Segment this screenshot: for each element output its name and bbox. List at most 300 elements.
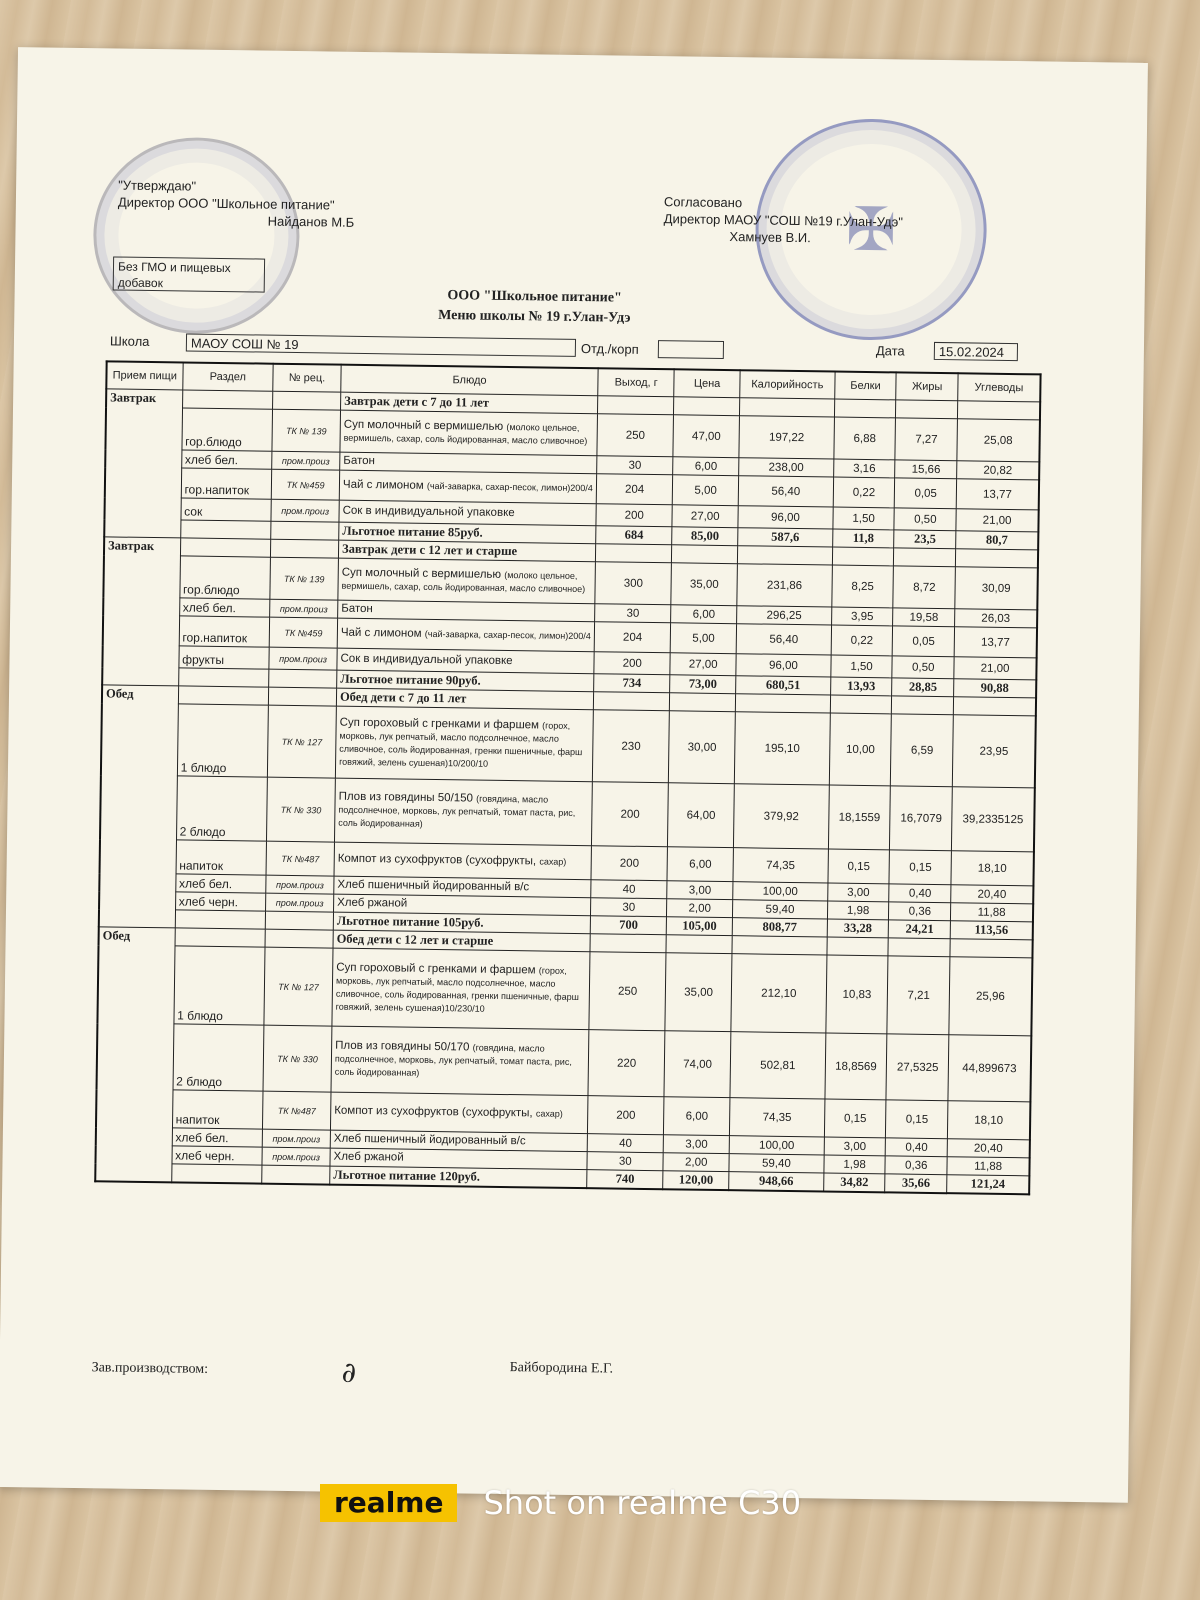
total-prot: 34,82 xyxy=(823,1173,885,1192)
empty-cell xyxy=(670,693,736,712)
value-carb: 25,96 xyxy=(949,957,1032,1036)
value-price: 6,00 xyxy=(664,1097,730,1136)
value-fat: 19,58 xyxy=(893,608,955,627)
dish-cell xyxy=(337,618,595,652)
value-kcal: 74,35 xyxy=(730,1098,825,1137)
dish-name: Компот из сухофруктов (сухофрукты, xyxy=(334,1104,533,1120)
total-carb: 113,56 xyxy=(950,921,1033,940)
value-kcal: 56,40 xyxy=(736,624,831,655)
dish-cell xyxy=(331,1026,589,1096)
value-kcal: 197,22 xyxy=(739,416,834,459)
empty-cell xyxy=(265,929,333,948)
value-fat: 15,66 xyxy=(895,460,957,479)
value-prot: 3,95 xyxy=(831,607,893,626)
recipe-cell: пром.произ xyxy=(262,1129,330,1148)
dish-ingredients: (чай-заварка, сахар-песок, лимон)200/4 xyxy=(424,628,591,642)
value-kcal: 296,25 xyxy=(737,606,832,625)
dish-name: Плов из говядины 50/170 xyxy=(335,1039,470,1054)
value-prot: 8,25 xyxy=(832,565,894,608)
dish-name: Хлеб пшеничный йодированный в/с xyxy=(337,878,530,894)
value-carb: 25,08 xyxy=(957,419,1040,462)
recipe-cell: ТК № 139 xyxy=(270,557,338,600)
value-kcal: 59,40 xyxy=(733,900,828,919)
value-price: 35,00 xyxy=(665,953,732,1032)
total-out: 700 xyxy=(590,916,666,935)
empty-cell xyxy=(271,521,339,540)
empty-cell xyxy=(830,695,892,714)
value-price: 74,00 xyxy=(664,1031,731,1098)
total-kcal: 948,66 xyxy=(729,1172,824,1192)
value-price: 6,00 xyxy=(667,847,733,882)
dish-name: Хлеб пшеничный йодированный в/с xyxy=(333,1132,526,1148)
section-cell: хлеб черн. xyxy=(175,892,266,911)
value-price: 5,00 xyxy=(670,623,736,654)
gmo-line-2: добавок xyxy=(117,275,163,291)
gmo-line-1: Без ГМО и пищевых xyxy=(117,259,231,276)
meal-name: Обед xyxy=(95,927,175,1183)
recipe-cell: пром.произ xyxy=(270,599,338,618)
dish-ingredients: (говядина, масло подсолнечное, морковь, лук репчатый, томат паста, рис, соль йодированная) xyxy=(338,793,576,829)
value-prot: 1,98 xyxy=(827,901,889,920)
empty-cell xyxy=(953,697,1036,716)
dish-ingredients: (горох, морковь, лук репчатый, масло подсолнечное, масло сливочное, соль йодированная, гренки пшеничные, фарш говяжий, зелень сушеная)10/230/10 xyxy=(335,964,579,1014)
value-carb: 23,95 xyxy=(952,715,1035,788)
recipe-cell: ТК № 139 xyxy=(272,409,340,452)
section-cell: хлеб бел. xyxy=(175,874,266,893)
agreement-position: Директор МАОУ "СОШ №19 г.Улан-Удэ" xyxy=(663,211,904,230)
agreement-name: Хамнуев В.И. xyxy=(729,229,811,246)
value-fat: 0,40 xyxy=(886,1138,948,1157)
recipe-cell: ТК № 330 xyxy=(263,1025,332,1092)
total-fat: 35,66 xyxy=(885,1174,947,1193)
dish-name: Чай с лимоном xyxy=(342,478,424,492)
section-cell: хлеб черн. xyxy=(172,1146,263,1165)
value-carb: 18,10 xyxy=(948,1101,1031,1140)
value-carb: 20,40 xyxy=(951,885,1034,904)
dish-ingredients: сахар) xyxy=(535,1108,563,1119)
total-prot: 13,93 xyxy=(830,677,892,696)
empty-cell xyxy=(738,546,833,565)
value-carb: 20,40 xyxy=(947,1139,1030,1158)
value-prot: 3,16 xyxy=(833,459,895,478)
total-price: 73,00 xyxy=(670,675,736,694)
value-price: 64,00 xyxy=(668,783,735,848)
value-kcal: 231,86 xyxy=(737,564,832,607)
approval-position: Директор ООО "Школьное питание" xyxy=(117,194,335,213)
school-label: Школа xyxy=(109,333,150,349)
total-out: 734 xyxy=(594,674,670,693)
empty-cell xyxy=(178,668,269,687)
dish-cell xyxy=(338,558,596,604)
section-cell: 2 блюдо xyxy=(176,776,267,841)
section-cell: напиток xyxy=(176,840,267,875)
empty-cell xyxy=(594,692,670,711)
dish-name: Чай с лимоном xyxy=(340,626,422,640)
value-price: 27,00 xyxy=(672,505,738,528)
total-kcal: 680,51 xyxy=(736,676,831,695)
dish-name: Сок в индивидуальной упаковке xyxy=(342,504,515,520)
recipe-cell: ТК №487 xyxy=(263,1091,331,1130)
empty-cell xyxy=(182,390,273,409)
value-carb: 44,899673 xyxy=(948,1035,1031,1102)
empty-cell xyxy=(175,910,266,929)
empty-cell xyxy=(672,545,738,564)
dish-cell xyxy=(330,1092,588,1134)
value-out: 200 xyxy=(591,846,668,881)
eagle-icon: ✠ xyxy=(845,195,897,263)
dish-name: Сок в индивидуальной упаковке xyxy=(340,652,513,668)
col-dish: Блюдо xyxy=(341,365,599,396)
empty-cell xyxy=(740,398,835,417)
value-price: 47,00 xyxy=(673,415,739,458)
value-kcal: 100,00 xyxy=(733,882,828,901)
total-label: Льготное питание 105руб. xyxy=(333,912,590,934)
value-fat: 0,50 xyxy=(894,508,956,531)
empty-cell xyxy=(265,911,333,930)
value-out: 250 xyxy=(597,414,674,457)
empty-cell xyxy=(827,937,889,956)
dish-name: Суп молочный с вермишелью xyxy=(343,418,504,433)
empty-cell xyxy=(171,1164,262,1184)
value-fat: 7,27 xyxy=(895,418,957,461)
meal-heading: Обед дети с 12 лет и старше xyxy=(333,930,590,952)
value-prot: 10,00 xyxy=(829,713,892,786)
dish-ingredients: (горох, морковь, лук репчатый, масло подсолнечное, масло сливочное, соль йодированная, гренки пшеничные, фарш говяжий, зелень сушеная)10/200/10 xyxy=(339,719,583,769)
value-carb: 18,10 xyxy=(951,851,1034,886)
menu-document xyxy=(0,47,1148,1503)
total-label: Льготное питание 120руб. xyxy=(330,1166,587,1188)
value-carb: 39,2335125 xyxy=(952,787,1035,852)
empty-cell xyxy=(674,397,740,416)
empty-cell xyxy=(175,928,266,947)
dish-name: Суп молочный с вермишелью xyxy=(341,566,502,581)
value-kcal: 212,10 xyxy=(731,954,827,1033)
section-cell: хлеб бел. xyxy=(172,1128,263,1147)
total-carb: 121,24 xyxy=(947,1175,1030,1195)
value-price: 30,00 xyxy=(669,711,736,784)
dish-name: Плов из говядины 50/150 xyxy=(338,790,474,805)
approval-name: Найданов М.Б xyxy=(267,213,355,230)
value-price: 6,00 xyxy=(673,457,739,476)
meal-heading: Завтрак дети с 12 лет и старше xyxy=(338,540,595,562)
section-cell: гор.блюдо xyxy=(182,408,273,451)
total-fat: 24,21 xyxy=(889,920,951,939)
document-title xyxy=(284,284,785,331)
dept-label: Отд./корп xyxy=(580,341,639,357)
section-cell: 2 блюдо xyxy=(173,1024,264,1091)
empty-cell xyxy=(180,520,271,539)
dish-ingredients: (молоко цельное, вермишель, сахар, соль йодированная, масло сливочное) xyxy=(341,569,586,594)
empty-cell xyxy=(262,1165,330,1184)
value-out: 200 xyxy=(594,652,670,675)
empty-cell xyxy=(590,934,666,953)
approval-block xyxy=(118,177,355,231)
empty-cell xyxy=(888,938,950,957)
value-carb: 30,09 xyxy=(955,567,1038,610)
value-prot: 6,88 xyxy=(834,417,896,460)
total-carb: 80,7 xyxy=(956,531,1039,550)
value-price: 35,00 xyxy=(671,563,737,606)
empty-cell xyxy=(832,547,894,566)
dish-name: Хлеб ржаной xyxy=(333,1150,404,1164)
value-fat: 7,21 xyxy=(887,956,950,1035)
value-kcal: 96,00 xyxy=(736,654,831,677)
section-cell: фрукты xyxy=(179,646,270,669)
agreement-block xyxy=(663,193,903,247)
value-kcal: 502,81 xyxy=(730,1032,826,1099)
section-cell: гор.напиток xyxy=(181,468,272,499)
recipe-cell: пром.произ xyxy=(266,875,334,894)
value-price: 6,00 xyxy=(671,605,737,624)
gmo-notice-box xyxy=(113,256,265,292)
value-carb: 13,77 xyxy=(954,627,1037,658)
approval-title: "Утверждаю" xyxy=(118,177,197,194)
value-kcal: 56,40 xyxy=(738,476,833,507)
dish-name: Суп гороховый с гренками и фаршем xyxy=(336,961,536,976)
value-fat: 0,36 xyxy=(885,1156,947,1175)
empty-cell xyxy=(892,696,954,715)
value-carb: 13,77 xyxy=(956,479,1039,510)
value-out: 40 xyxy=(587,1134,663,1153)
recipe-cell: пром.произ xyxy=(266,893,334,912)
col-calories: Калорийность xyxy=(740,370,835,399)
value-carb: 11,88 xyxy=(947,1157,1030,1176)
total-kcal: 587,6 xyxy=(738,528,833,547)
empty-cell xyxy=(666,935,732,954)
value-out: 30 xyxy=(595,604,671,623)
value-fat: 0,36 xyxy=(889,902,951,921)
value-prot: 18,8569 xyxy=(825,1033,888,1100)
total-out: 740 xyxy=(587,1170,663,1190)
empty-cell xyxy=(732,936,827,955)
value-carb: 21,00 xyxy=(956,509,1039,532)
col-output: Выход, г xyxy=(598,368,674,397)
total-fat: 28,85 xyxy=(892,678,954,697)
total-price: 105,00 xyxy=(666,917,732,936)
value-fat: 16,7079 xyxy=(890,786,953,851)
total-label: Льготное питание 90руб. xyxy=(337,670,594,692)
value-fat: 0,05 xyxy=(895,478,957,509)
dish-name: Хлеб ржаной xyxy=(337,896,408,910)
value-out: 30 xyxy=(591,898,667,917)
total-prot: 33,28 xyxy=(827,919,889,938)
dish-cell xyxy=(334,778,592,846)
menu-table xyxy=(94,360,1041,1195)
value-price: 3,00 xyxy=(663,1135,729,1154)
dish-name: Батон xyxy=(343,454,375,468)
recipe-cell: пром.произ xyxy=(269,647,337,670)
value-kcal: 74,35 xyxy=(733,848,828,883)
value-price: 3,00 xyxy=(667,881,733,900)
agreement-title: Согласовано xyxy=(663,194,743,211)
section-cell: напиток xyxy=(172,1090,263,1129)
value-out: 30 xyxy=(597,456,673,475)
section-cell: 1 блюдо xyxy=(174,946,266,1025)
table-row xyxy=(101,703,1036,788)
value-carb: 21,00 xyxy=(954,657,1037,680)
value-out: 200 xyxy=(588,1096,665,1135)
value-fat: 0,15 xyxy=(889,850,951,885)
value-price: 5,00 xyxy=(672,475,738,506)
total-prot: 11,8 xyxy=(832,529,894,548)
empty-cell xyxy=(178,686,269,705)
dish-cell xyxy=(340,410,598,456)
recipe-cell: пром.произ xyxy=(272,451,340,470)
handwritten-signature-icon: ∂ xyxy=(341,1355,357,1389)
col-fat: Жиры xyxy=(896,372,958,400)
meal-name: Завтрак xyxy=(102,537,180,686)
value-prot: 3,00 xyxy=(827,883,889,902)
recipe-cell: ТК №459 xyxy=(269,617,337,648)
value-fat: 6,59 xyxy=(891,714,954,787)
value-fat: 0,50 xyxy=(892,656,954,679)
section-cell: гор.блюдо xyxy=(179,556,270,599)
empty-cell xyxy=(180,538,271,557)
recipe-cell: ТК №487 xyxy=(266,841,334,876)
empty-cell xyxy=(834,399,896,418)
total-kcal: 808,77 xyxy=(732,918,827,937)
school-field: МАОУ СОШ № 19 xyxy=(186,333,576,356)
date-label: Дата xyxy=(875,343,905,359)
menu-table-body xyxy=(95,389,1040,1194)
empty-cell xyxy=(950,939,1033,958)
value-prot: 10,83 xyxy=(826,955,889,1034)
value-fat: 0,05 xyxy=(893,626,955,657)
value-out: 40 xyxy=(591,880,667,899)
dish-ingredients: сахар) xyxy=(539,856,567,867)
empty-cell xyxy=(269,669,337,688)
total-fat: 23,5 xyxy=(894,530,956,549)
meal-heading: Обед дети с 7 до 11 лет xyxy=(336,688,593,710)
value-out: 220 xyxy=(588,1030,665,1097)
dish-ingredients: (чай-заварка, сахар-песок, лимон)200/4 xyxy=(426,480,593,494)
meal-name: Завтрак xyxy=(104,389,182,538)
dish-cell xyxy=(332,948,590,1030)
value-kcal: 96,00 xyxy=(738,506,833,529)
watermark-text: Shot on realme C30 xyxy=(483,1484,802,1522)
section-cell: хлеб бел. xyxy=(179,598,270,617)
empty-cell xyxy=(735,694,830,713)
value-kcal: 195,10 xyxy=(734,712,830,785)
value-prot: 0,15 xyxy=(828,849,890,884)
value-out: 200 xyxy=(596,504,672,527)
value-price: 27,00 xyxy=(670,653,736,676)
value-prot: 1,50 xyxy=(833,507,895,530)
value-fat: 27,5325 xyxy=(886,1034,949,1101)
value-out: 230 xyxy=(593,710,670,783)
camera-watermark xyxy=(320,1483,801,1523)
round-seal-icon xyxy=(92,136,301,335)
value-out: 250 xyxy=(589,952,666,1031)
recipe-cell: ТК №459 xyxy=(271,469,339,500)
value-prot: 3,00 xyxy=(824,1137,886,1156)
dish-cell xyxy=(334,842,592,880)
menu-title: Меню школы № 19 г.Улан-Удэ xyxy=(438,308,631,326)
col-meal: Прием пищи xyxy=(106,361,182,390)
dish-name: Батон xyxy=(341,602,373,616)
value-kcal: 59,40 xyxy=(729,1154,824,1173)
recipe-cell: ТК № 127 xyxy=(264,947,333,1026)
dish-ingredients: (молоко цельное, вермишель, сахар, соль йодированная, масло сливочное) xyxy=(343,421,588,446)
value-prot: 1,50 xyxy=(831,655,893,678)
empty-cell xyxy=(956,549,1039,568)
empty-cell xyxy=(894,548,956,567)
dish-name: Компот из сухофруктов (сухофрукты, xyxy=(337,852,537,868)
value-fat: 0,40 xyxy=(889,884,951,903)
empty-cell xyxy=(596,544,672,563)
footer-label: Зав.производством: xyxy=(91,1360,209,1377)
recipe-cell: ТК № 127 xyxy=(268,705,337,778)
value-prot: 0,22 xyxy=(831,625,893,656)
value-price: 2,00 xyxy=(663,1153,729,1172)
empty-cell xyxy=(896,400,958,419)
value-out: 30 xyxy=(587,1152,663,1171)
col-carbs: Углеводы xyxy=(958,373,1041,402)
value-out: 200 xyxy=(592,782,669,847)
empty-cell xyxy=(958,401,1041,420)
section-cell: 1 блюдо xyxy=(177,704,269,777)
total-label: Льготное питание 85руб. xyxy=(339,522,596,544)
section-cell: сок xyxy=(181,498,272,521)
value-out: 300 xyxy=(595,562,672,605)
value-out: 204 xyxy=(594,622,671,653)
value-fat: 0,15 xyxy=(886,1100,948,1139)
dish-ingredients: (говядина, масло подсолнечное, морковь, лук репчатый, томат паста, рис, соль йодированная) xyxy=(334,1042,572,1078)
value-out: 204 xyxy=(596,474,673,505)
value-carb: 20,82 xyxy=(957,461,1040,480)
dish-cell xyxy=(339,470,597,504)
value-prot: 1,98 xyxy=(824,1155,886,1174)
value-fat: 8,72 xyxy=(893,566,955,609)
dept-field xyxy=(658,340,724,359)
value-kcal: 238,00 xyxy=(739,458,834,477)
meal-name: Обед xyxy=(99,685,178,928)
col-section: Раздел xyxy=(182,362,273,391)
value-kcal: 379,92 xyxy=(734,784,830,849)
recipe-cell: пром.произ xyxy=(262,1147,330,1166)
value-prot: 0,15 xyxy=(824,1099,886,1138)
total-out: 684 xyxy=(596,526,672,545)
col-price: Цена xyxy=(674,369,740,397)
value-kcal: 100,00 xyxy=(729,1136,824,1155)
footer-name: Байбородина Е.Г. xyxy=(509,1360,614,1377)
section-cell: хлеб бел. xyxy=(181,450,272,469)
total-price: 120,00 xyxy=(663,1171,729,1190)
value-prot: 18,1559 xyxy=(828,785,891,850)
footer xyxy=(91,1355,1012,1389)
col-recipe: № рец. xyxy=(273,364,341,392)
value-prot: 0,22 xyxy=(833,477,895,508)
col-protein: Белки xyxy=(834,372,896,400)
table-row xyxy=(97,945,1032,1036)
empty-cell xyxy=(269,687,337,706)
company-name: ООО "Школьное питание" xyxy=(447,288,622,306)
value-carb: 26,03 xyxy=(955,609,1038,628)
value-price: 2,00 xyxy=(667,899,733,918)
dish-cell xyxy=(335,706,593,782)
realme-logo: realme xyxy=(320,1484,457,1522)
dish-name: Суп гороховый с гренками и фаршем xyxy=(339,716,540,731)
recipe-cell: ТК № 330 xyxy=(267,777,336,842)
empty-cell xyxy=(598,396,674,415)
meal-heading: Завтрак дети с 7 до 11 лет xyxy=(341,392,598,414)
empty-cell xyxy=(273,391,341,410)
date-field: 15.02.2024 xyxy=(934,342,1018,361)
total-carb: 90,88 xyxy=(954,679,1037,698)
recipe-cell: пром.произ xyxy=(271,499,339,522)
section-cell: гор.напиток xyxy=(179,616,270,647)
value-carb: 11,88 xyxy=(951,903,1034,922)
